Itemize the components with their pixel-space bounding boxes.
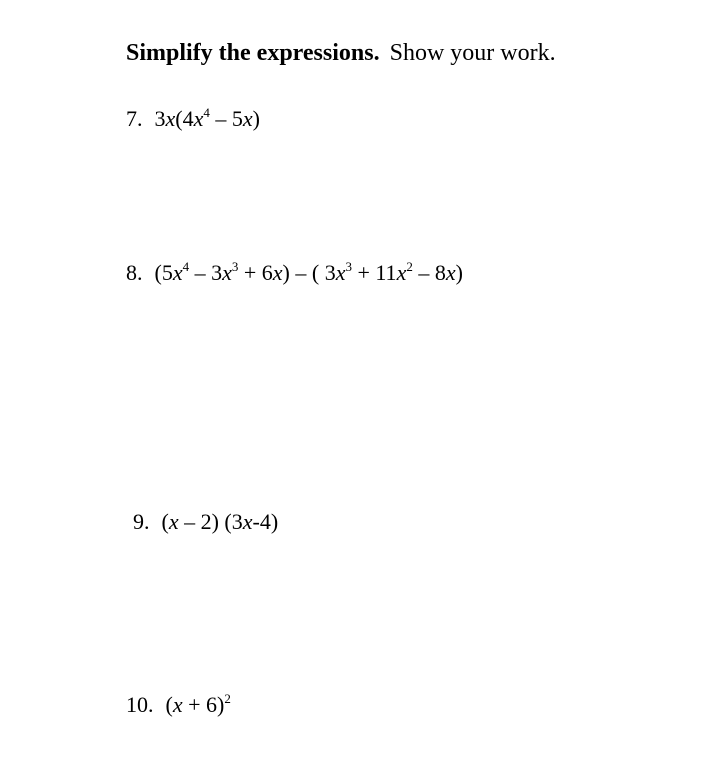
expression: $(x + 6)^2$ [165,691,231,717]
problem-number: 7. [126,106,143,131]
problem-number: 8. [126,260,143,285]
problem-7 [126,105,260,131]
problem-9 [133,511,278,533]
heading-subinstruction: Show your work. [389,40,556,66]
heading-instruction: Simplify the expressions. [126,40,380,66]
problem-8 [126,259,463,285]
problem-number: 9. [133,509,150,534]
problem-number: 10. [126,692,154,717]
expression: $3x(4x^4 - 5x)$ [154,105,260,131]
expression: (x – 2) (3x-4) [161,509,279,534]
worksheet-heading [126,41,556,65]
expression: $(5x^4 - 3x^3 + 6x)$ – ( $3x^3 + 11x^2 - 8x$) [154,259,463,285]
problem-10 [126,691,231,717]
